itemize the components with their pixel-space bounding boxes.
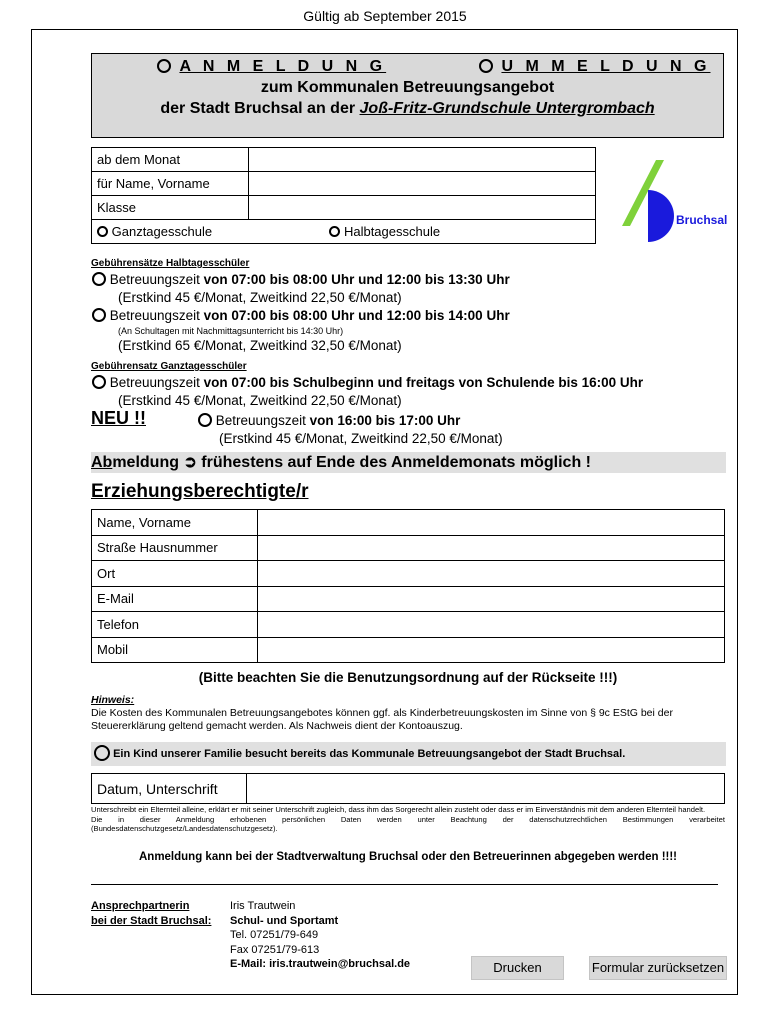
fee-option-3-radio[interactable] xyxy=(92,375,106,389)
fee-option-1-prefix: Betreuungszeit xyxy=(109,272,204,287)
print-button[interactable]: Drucken xyxy=(471,956,564,980)
halbtag-fees-title: Gebührensätze Halbtagesschüler xyxy=(91,258,250,269)
ummeldung-label: U M M E L D U N G xyxy=(501,58,711,75)
fee-option-3[interactable] xyxy=(92,375,643,390)
name-input[interactable] xyxy=(249,172,596,196)
guardian-title: Erziehungsberechtigte/r xyxy=(91,481,309,502)
child-form xyxy=(91,147,596,244)
signature-form xyxy=(91,773,725,804)
sibling-text: Ein Kind unserer Familie besucht bereits das Kommunale Betreuungsangebot der Stadt Bruchsal. xyxy=(113,748,626,760)
fee-option-2-price: (Erstkind 65 €/Monat, Zweitkind 32,50 €/Monat) xyxy=(118,338,402,353)
guardian-name-label: Name, Vorname xyxy=(92,510,258,536)
contact-fax: Fax 07251/79-613 xyxy=(230,943,320,956)
month-input[interactable] xyxy=(249,148,596,172)
contact-tel: Tel. 07251/79-649 xyxy=(230,929,319,941)
school-name: Joß-Fritz-Grundschule Untergrombach xyxy=(359,100,655,117)
school-type-row xyxy=(92,220,596,244)
validity-date: Gültig ab September 2015 xyxy=(303,8,467,24)
anmeldung-option[interactable] xyxy=(157,58,386,76)
fee-option-1-radio[interactable] xyxy=(92,272,106,286)
fee-option-4[interactable] xyxy=(198,413,460,428)
abmeldung-rest: frühestens auf Ende des Anmeldemonats möglich ! xyxy=(196,454,591,471)
class-input[interactable] xyxy=(249,196,596,220)
ganztag-label: Ganztagesschule xyxy=(111,224,213,239)
logo-text: Bruchsal xyxy=(676,213,728,227)
abmeldung-meldung: meldung xyxy=(112,454,184,471)
anmeldung-label: A N M E L D U N G xyxy=(179,58,387,75)
fee-option-2-time: von 07:00 bis 08:00 Uhr und 12:00 bis 14:00 Uhr xyxy=(203,308,510,323)
fine-print xyxy=(91,805,725,834)
fee-option-1[interactable] xyxy=(92,272,510,287)
sibling-option[interactable] xyxy=(91,742,726,766)
fee-option-4-prefix: Betreuungszeit xyxy=(215,413,310,428)
signature-input[interactable] xyxy=(247,774,725,804)
signature-label: Datum, Unterschrift xyxy=(92,774,247,804)
fee-option-3-price: (Erstkind 45 €/Monat, Zweitkind 22,50 €/Monat) xyxy=(118,393,402,408)
abmeldung-text xyxy=(91,452,726,474)
fee-option-1-time: von 07:00 bis 08:00 Uhr und 12:00 bis 13:30 Uhr xyxy=(203,272,510,287)
sibling-radio[interactable] xyxy=(94,745,110,761)
guardian-email-input[interactable] xyxy=(258,586,725,612)
sibling-bar[interactable] xyxy=(91,742,726,766)
ganztag-fees-title: Gebührensatz Ganztagesschüler xyxy=(91,361,247,372)
divider xyxy=(91,884,718,885)
halbtag-label: Halbtagesschule xyxy=(343,224,441,239)
rules-notice: (Bitte beachten Sie die Benutzungsordnung auf der Rückseite !!!) xyxy=(198,670,618,685)
hint-text: Die Kosten des Kommunalen Betreuungsangebotes können ggf. als Kinderbetreuungskosten im Sinne von § 9c EStG bei der Steuererklärung geltend gemacht werden. Als Nachweis dient der Kontoauszug. xyxy=(91,707,673,732)
bruchsal-logo xyxy=(620,158,730,248)
name-label: für Name, Vorname xyxy=(92,172,249,196)
halbtag-option[interactable] xyxy=(329,224,440,239)
guardian-street-input[interactable] xyxy=(258,535,725,561)
guardian-phone-input[interactable] xyxy=(258,612,725,638)
fee-option-1-price: (Erstkind 45 €/Monat, Zweitkind 22,50 €/Monat) xyxy=(118,290,402,305)
abmeldung-ab: Ab xyxy=(91,454,113,471)
ummeldung-option[interactable] xyxy=(479,58,711,76)
new-label: NEU !! xyxy=(91,408,146,428)
anmeldung-radio[interactable] xyxy=(157,59,171,73)
ganztag-option[interactable] xyxy=(97,224,212,239)
header-line2 xyxy=(91,100,724,118)
guardian-email-label: E-Mail xyxy=(92,586,258,612)
contact-email[interactable]: E-Mail: iris.trautwein@bruchsal.de xyxy=(230,958,411,970)
submit-note: Anmeldung kann bei der Stadtverwaltung Bruchsal oder den Betreuerinnen abgegeben werden !!!! xyxy=(138,851,678,863)
guardian-form xyxy=(91,509,725,663)
fee-option-2-prefix: Betreuungszeit xyxy=(109,308,204,323)
contact-details xyxy=(230,899,410,972)
ummeldung-radio[interactable] xyxy=(479,59,493,73)
class-label: Klasse xyxy=(92,196,249,220)
reset-button[interactable]: Formular zurücksetzen xyxy=(589,956,727,980)
fee-option-4-price: (Erstkind 45 €/Monat, Zweitkind 22,50 €/Monat) xyxy=(219,431,503,446)
ganztag-radio[interactable] xyxy=(97,226,108,237)
header-line2-prefix: der Stadt Bruchsal an der xyxy=(160,100,360,117)
fee-option-4-time: von 16:00 bis 17:00 Uhr xyxy=(309,413,461,428)
contact-name: Iris Trautwein xyxy=(230,900,296,912)
fine-print-p1: Unterschreibt ein Elternteil alleine, erklärt er mit seiner Unterschrift zugleich, dass ihm das Sorgerecht allein zusteht oder dass er im Einverständnis mit dem anderen Elternteil handelt. xyxy=(91,805,706,814)
guardian-name-input[interactable] xyxy=(258,510,725,536)
guardian-city-label: Ort xyxy=(92,561,258,587)
guardian-street-label: Straße Hausnummer xyxy=(92,535,258,561)
arrow-right-icon: ➲ xyxy=(183,454,197,471)
fee-option-2[interactable] xyxy=(92,308,510,323)
guardian-mobile-input[interactable] xyxy=(258,637,725,663)
contact-label-1: Ansprechpartnerin xyxy=(91,900,190,912)
header-line1: zum Kommunalen Betreuungsangebot xyxy=(260,79,555,96)
fee-option-3-time: von 07:00 bis Schulbeginn und freitags von Schulende bis 16:00 Uhr xyxy=(203,375,644,390)
halbtag-radio[interactable] xyxy=(329,226,340,237)
guardian-city-input[interactable] xyxy=(258,561,725,587)
hint-title: Hinweis: xyxy=(91,694,135,706)
fine-print-p2: Die in dieser Anmeldung erhobenen persönlichen Daten werden unter Beachtung der datenschutzrechtlichen Bestimmungen verarbeitet (Bundesdatenschutzgesetz/Landesdatenschutzgesetz). xyxy=(91,814,725,833)
contact-labels xyxy=(91,899,211,929)
fee-option-2-note: (An Schultagen mit Nachmittagsunterricht bis 14:30 Uhr) xyxy=(118,326,344,336)
month-label: ab dem Monat xyxy=(92,148,249,172)
fee-option-2-radio[interactable] xyxy=(92,308,106,322)
contact-label-2: bei der Stadt Bruchsal: xyxy=(91,915,212,927)
guardian-phone-label: Telefon xyxy=(92,612,258,638)
abmeldung-bar xyxy=(91,452,726,473)
fee-option-3-prefix: Betreuungszeit xyxy=(109,375,204,390)
bruchsal-logo-icon xyxy=(620,158,730,248)
fee-option-4-radio[interactable] xyxy=(198,413,212,427)
guardian-mobile-label: Mobil xyxy=(92,637,258,663)
contact-dept: Schul- und Sportamt xyxy=(230,914,339,927)
